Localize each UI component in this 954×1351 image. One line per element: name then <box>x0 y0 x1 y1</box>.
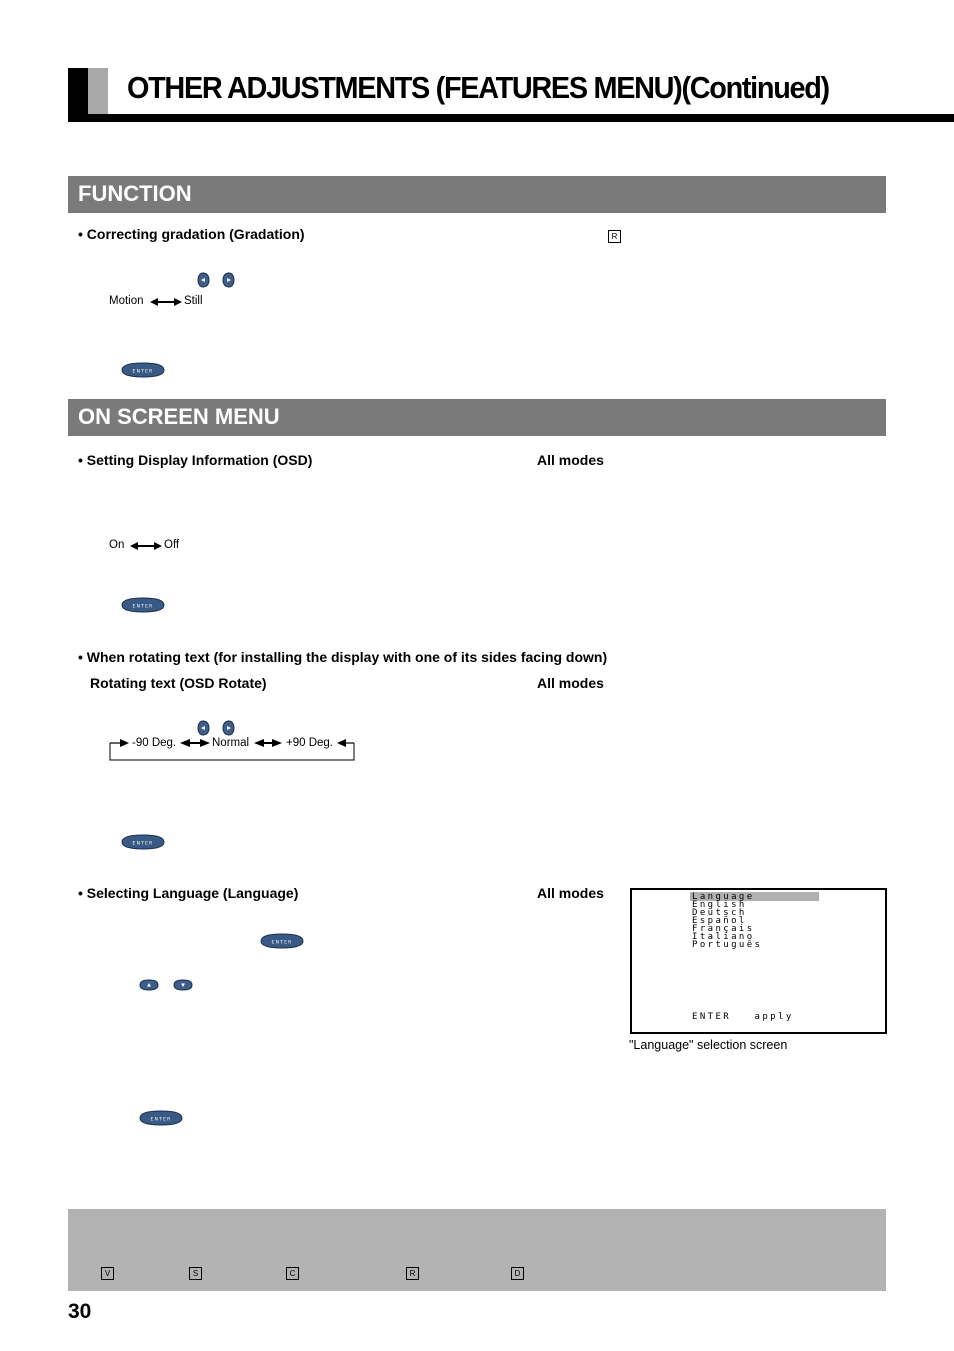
osm-section-title: ON SCREEN MENU <box>78 404 280 429</box>
language-item-deutsch: Deutsch <box>692 908 747 918</box>
rotate-option-plus90: +90 Deg. <box>286 737 333 749</box>
mode-c-icon: C <box>286 1267 299 1280</box>
mode-r-icon: R <box>406 1267 419 1280</box>
osd-option-off: Off <box>164 539 180 551</box>
left-button-icon <box>196 720 210 736</box>
language-screen-caption: "Language" selection screen <box>629 1038 788 1052</box>
double-arrow-icon <box>150 297 182 307</box>
svg-text:ENTER: ENTER <box>132 841 154 847</box>
header-black-tab <box>68 68 88 114</box>
rotate-option-normal: Normal <box>212 737 250 749</box>
osd-label: • Setting Display Information (OSD) <box>78 452 313 468</box>
page-number: 30 <box>68 1300 92 1323</box>
right-button-icon <box>222 272 236 288</box>
mode-v-icon: V <box>101 1267 114 1280</box>
right-button-icon <box>222 720 236 736</box>
up-button-icon <box>138 979 160 991</box>
rotate-modes: All modes <box>537 675 604 691</box>
language-modes: All modes <box>537 885 604 901</box>
enter-button-icon <box>120 361 166 379</box>
left-button-icon <box>196 272 210 288</box>
osd-modes: All modes <box>537 452 604 468</box>
language-item-espanol: Español <box>692 916 747 926</box>
header-gray-tab <box>88 68 108 114</box>
mode-d-icon: D <box>511 1267 524 1280</box>
svg-text:ENTER: ENTER <box>132 369 154 375</box>
svg-text:ENTER: ENTER <box>271 940 293 946</box>
language-item-italiano: Italiano <box>692 932 755 942</box>
language-item-portugues: Português <box>692 940 763 950</box>
mode-r-icon: R <box>608 230 621 243</box>
enter-button-icon <box>259 932 305 950</box>
enter-button-icon <box>120 833 166 851</box>
header-rule <box>68 114 954 122</box>
rotate-option-minus90: -90 Deg. <box>132 737 177 749</box>
gradation-option-motion: Motion <box>109 295 144 307</box>
gradation-label: • Correcting gradation (Gradation) <box>78 226 305 242</box>
svg-text:ENTER: ENTER <box>132 604 154 610</box>
language-item-english: English <box>692 900 747 910</box>
mode-s-icon: S <box>189 1267 202 1280</box>
osd-option-on: On <box>109 539 125 551</box>
double-arrow-icon <box>130 541 162 551</box>
language-item-title: Language <box>692 892 755 902</box>
gradation-option-still: Still <box>184 295 203 307</box>
language-label: • Selecting Language (Language) <box>78 885 299 901</box>
svg-text:ENTER: ENTER <box>150 1117 172 1123</box>
enter-button-icon <box>138 1109 184 1127</box>
rotate-label: • When rotating text (for installing the display with one of its sides facing down) <box>78 649 608 665</box>
down-button-icon <box>172 979 194 991</box>
language-screen-footer: ENTER apply <box>692 1012 794 1022</box>
function-section-title: FUNCTION <box>78 181 192 206</box>
enter-button-icon <box>120 596 166 614</box>
page-title: OTHER ADJUSTMENTS (FEATURES MENU)(Continued) <box>127 70 829 105</box>
language-item-francais: Français <box>692 924 755 934</box>
rotate-sublabel: Rotating text (OSD Rotate) <box>90 675 267 691</box>
